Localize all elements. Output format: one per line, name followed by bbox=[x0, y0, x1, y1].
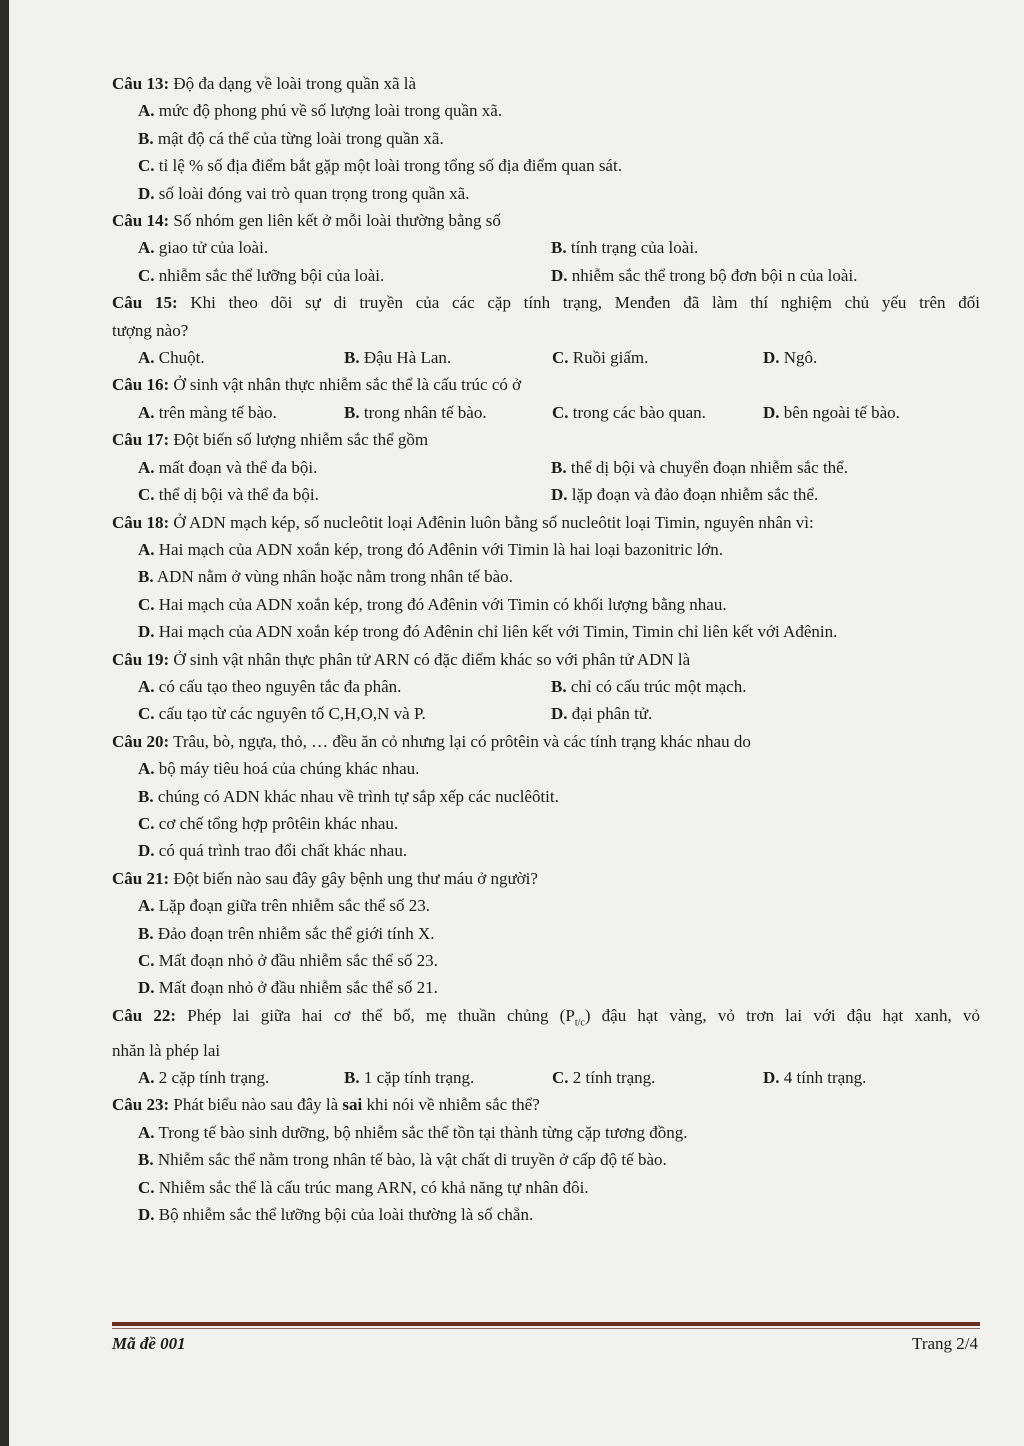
question-stem bbox=[112, 865, 980, 892]
option-letter: A. bbox=[138, 676, 155, 696]
option-letter: D. bbox=[138, 841, 155, 861]
answer-option[interactable] bbox=[763, 344, 817, 371]
option-letter: B. bbox=[344, 348, 360, 368]
question-stem bbox=[112, 728, 980, 755]
question-block bbox=[112, 207, 980, 289]
answer-option[interactable] bbox=[112, 1174, 980, 1201]
answer-option[interactable] bbox=[112, 837, 980, 864]
option-letter: C. bbox=[138, 813, 155, 833]
answer-option[interactable] bbox=[552, 399, 763, 426]
answer-option[interactable] bbox=[112, 536, 980, 563]
options-row bbox=[112, 399, 980, 426]
question-text-after: khi nói về nhiễm sắc thể? bbox=[362, 1095, 540, 1115]
option-text: Đảo đoạn trên nhiễm sắc thể giới tính X. bbox=[157, 923, 435, 943]
answer-option[interactable] bbox=[344, 344, 552, 371]
options-row bbox=[112, 700, 980, 727]
answer-option[interactable] bbox=[112, 783, 980, 810]
question-text: Khi theo dõi sự di truyền của các cặp tính trạng, Menđen đã làm thí nghiệm chủ yếu trên đối bbox=[190, 293, 981, 313]
footer-rule bbox=[112, 1322, 980, 1326]
option-text: nhiễm sắc thể trong bộ đơn bội n của loài. bbox=[571, 265, 858, 285]
answer-option[interactable] bbox=[112, 563, 980, 590]
answer-option[interactable] bbox=[551, 481, 818, 508]
option-text: thể dị bội và thể đa bội. bbox=[158, 485, 319, 505]
answer-option[interactable] bbox=[112, 947, 980, 974]
option-letter: B. bbox=[138, 923, 154, 943]
answer-option[interactable] bbox=[138, 262, 551, 289]
option-text: Chuột. bbox=[158, 348, 205, 368]
option-letter: C. bbox=[138, 265, 155, 285]
question-stem bbox=[112, 1002, 980, 1037]
answer-option[interactable] bbox=[551, 262, 857, 289]
question-block bbox=[112, 509, 980, 646]
option-letter: D. bbox=[551, 265, 568, 285]
option-text: 1 cặp tính trạng. bbox=[363, 1068, 475, 1088]
option-text: có cấu tạo theo nguyên tắc đa phân. bbox=[158, 676, 402, 696]
option-letter: D. bbox=[551, 485, 568, 505]
option-letter: D. bbox=[763, 1068, 780, 1088]
question-emphasis: sai bbox=[342, 1095, 363, 1115]
question-stem bbox=[112, 70, 980, 97]
option-letter: A. bbox=[138, 1068, 155, 1088]
exam-page bbox=[112, 70, 980, 1228]
option-letter: A. bbox=[138, 348, 155, 368]
answer-option[interactable] bbox=[551, 700, 652, 727]
option-text: Hai mạch của ADN xoắn kép, trong đó Ađênin với Timin là hai loại bazonitric lớn. bbox=[158, 539, 724, 559]
footer-rule-thin bbox=[112, 1328, 980, 1329]
option-text: mật độ cá thể của từng loài trong quần xã. bbox=[157, 128, 444, 148]
question-text: Đột biến nào sau đây gây bệnh ung thư máu ở người? bbox=[173, 868, 538, 888]
option-text: tỉ lệ % số địa điểm bắt gặp một loài trong tổng số địa điểm quan sát. bbox=[158, 156, 622, 176]
answer-option[interactable] bbox=[763, 1064, 866, 1091]
option-text: trong các bào quan. bbox=[572, 402, 706, 422]
question-label: Câu 22: bbox=[112, 1005, 177, 1025]
option-text: cơ chế tổng hợp prôtêin khác nhau. bbox=[158, 813, 399, 833]
answer-option[interactable] bbox=[138, 344, 344, 371]
question-text: Trâu, bò, ngựa, thỏ, … đều ăn cỏ nhưng lại có prôtêin và các tính trạng khác nhau do bbox=[173, 731, 751, 751]
option-letter: C. bbox=[552, 348, 569, 368]
option-text: Nhiễm sắc thể là cấu trúc mang ARN, có khả năng tự nhân đôi. bbox=[158, 1177, 589, 1197]
option-letter: D. bbox=[551, 704, 568, 724]
question-text: Phép lai giữa hai cơ thể bố, mẹ thuần chủng (P bbox=[187, 1005, 575, 1025]
options-row bbox=[112, 344, 980, 371]
option-text: bộ máy tiêu hoá của chúng khác nhau. bbox=[158, 759, 420, 779]
options-row bbox=[112, 1064, 980, 1091]
answer-option[interactable] bbox=[138, 673, 551, 700]
answer-option[interactable] bbox=[551, 234, 698, 261]
option-text: Mất đoạn nhỏ ở đầu nhiễm sắc thể số 21. bbox=[158, 978, 438, 998]
option-text: Mất đoạn nhỏ ở đầu nhiễm sắc thể số 23. bbox=[158, 951, 438, 970]
question-block bbox=[112, 371, 980, 426]
options-row bbox=[112, 234, 980, 261]
answer-option[interactable] bbox=[344, 1064, 552, 1091]
option-text: chỉ có cấu trúc một mạch. bbox=[570, 676, 747, 696]
question-block bbox=[112, 426, 980, 508]
option-text: 4 tính trạng. bbox=[783, 1068, 867, 1088]
option-text: ADN nằm ở vùng nhân hoặc nằm trong nhân tế bào. bbox=[156, 567, 513, 587]
question-block bbox=[112, 1091, 980, 1228]
answer-option[interactable] bbox=[138, 700, 551, 727]
question-label: Câu 14: bbox=[112, 211, 170, 231]
option-text: bên ngoài tế bào. bbox=[783, 402, 900, 422]
question-block bbox=[112, 70, 980, 207]
question-stem bbox=[112, 371, 980, 398]
option-text: giao tử của loài. bbox=[158, 238, 269, 258]
option-text: Trong tế bào sinh dưỡng, bộ nhiễm sắc thể tồn tại thành từng cặp tương đồng. bbox=[158, 1122, 688, 1142]
answer-option[interactable] bbox=[138, 399, 344, 426]
option-letter: C. bbox=[138, 485, 155, 505]
option-letter: C. bbox=[552, 402, 569, 422]
question-text: Đột biến số lượng nhiễm sắc thể gồm bbox=[173, 430, 429, 450]
exam-code: Mã đề 001 bbox=[112, 1334, 186, 1353]
question-text: Ở ADN mạch kép, số nucleôtit loại Ađênin luôn bằng số nucleôtit loại Timin, nguyên nhân vì: bbox=[173, 512, 814, 532]
option-text: Hai mạch của ADN xoắn kép trong đó Ađênin chỉ liên kết với Timin, Timin chỉ liên kết với Ađênin. bbox=[158, 622, 838, 642]
option-letter: B. bbox=[138, 786, 154, 806]
question-text-cont: nhăn là phép lai bbox=[112, 1040, 221, 1060]
option-text: Ruồi giấm. bbox=[572, 348, 649, 368]
option-text: có quá trình trao đổi chất khác nhau. bbox=[158, 841, 408, 861]
answer-option[interactable] bbox=[112, 1146, 980, 1173]
answer-option[interactable] bbox=[138, 1064, 344, 1091]
option-text: 2 cặp tính trạng. bbox=[158, 1068, 270, 1088]
answer-option[interactable] bbox=[112, 1119, 980, 1146]
option-text: Nhiễm sắc thể nằm trong nhân tế bào, là vật chất di truyền ở cấp độ tế bào. bbox=[157, 1150, 667, 1170]
option-letter: C. bbox=[138, 951, 155, 970]
question-text: Số nhóm gen liên kết ở mỗi loài thường bằng số bbox=[173, 211, 501, 231]
question-block bbox=[112, 1002, 980, 1092]
answer-option[interactable] bbox=[552, 1064, 763, 1091]
option-letter: A. bbox=[138, 1122, 155, 1142]
question-label: Câu 15: bbox=[112, 293, 178, 313]
option-letter: A. bbox=[138, 539, 155, 559]
option-letter: B. bbox=[551, 238, 567, 258]
option-text: Ngô. bbox=[783, 348, 818, 368]
option-letter: A. bbox=[138, 101, 155, 121]
option-letter: A. bbox=[138, 457, 155, 477]
answer-option[interactable] bbox=[112, 974, 980, 1001]
answer-option[interactable] bbox=[138, 481, 551, 508]
option-letter: B. bbox=[551, 457, 567, 477]
answer-option[interactable] bbox=[112, 810, 980, 837]
option-text: số loài đóng vai trò quan trọng trong quần xã. bbox=[158, 183, 470, 203]
option-text: Hai mạch của ADN xoắn kép, trong đó Ađênin với Timin có khối lượng bằng nhau. bbox=[158, 594, 727, 614]
option-letter: B. bbox=[138, 1150, 154, 1170]
question-label: Câu 17: bbox=[112, 430, 170, 450]
question-block bbox=[112, 646, 980, 728]
question-stem bbox=[112, 207, 980, 234]
answer-option[interactable] bbox=[344, 399, 552, 426]
option-letter: D. bbox=[763, 348, 780, 368]
answer-option[interactable] bbox=[112, 1201, 980, 1228]
question-label: Câu 16: bbox=[112, 375, 170, 395]
question-label: Câu 23: bbox=[112, 1095, 170, 1115]
option-text: 2 tính trạng. bbox=[572, 1068, 656, 1088]
answer-option[interactable] bbox=[112, 618, 980, 645]
option-letter: A. bbox=[138, 238, 155, 258]
question-label: Câu 18: bbox=[112, 512, 170, 532]
question-text-cont: tượng nào? bbox=[112, 320, 189, 340]
question-text: Độ đa dạng về loài trong quần xã là bbox=[173, 74, 417, 93]
option-text: trong nhân tế bào. bbox=[363, 402, 487, 422]
answer-option[interactable] bbox=[138, 234, 551, 261]
option-letter: A. bbox=[138, 759, 155, 779]
question-text: Ở sinh vật nhân thực nhiễm sắc thể là cấu trúc có ở bbox=[173, 375, 522, 395]
answer-option[interactable] bbox=[552, 344, 763, 371]
option-letter: D. bbox=[138, 1205, 155, 1225]
option-text: Bộ nhiễm sắc thể lưỡng bội của loài thường là số chẵn. bbox=[158, 1205, 534, 1225]
question-stem bbox=[112, 289, 980, 316]
page-edge-shadow bbox=[0, 0, 9, 1446]
question-block bbox=[112, 728, 980, 865]
option-text: trên màng tế bào. bbox=[158, 402, 277, 422]
option-text: thể dị bội và chuyển đoạn nhiễm sắc thể. bbox=[570, 457, 848, 477]
question-stem bbox=[112, 426, 980, 453]
question-label: Câu 19: bbox=[112, 649, 170, 669]
answer-option[interactable] bbox=[112, 125, 980, 152]
option-letter: A. bbox=[138, 402, 155, 422]
answer-option[interactable] bbox=[138, 454, 551, 481]
question-stem bbox=[112, 509, 980, 536]
subscript-tc: t/c bbox=[574, 1017, 585, 1029]
options-row bbox=[112, 481, 980, 508]
page-number: Trang 2/4 bbox=[912, 1334, 978, 1353]
option-letter: A. bbox=[138, 896, 155, 916]
question-text: Ở sinh vật nhân thực phân tử ARN có đặc điểm khác so với phân tử ADN là bbox=[173, 649, 691, 669]
option-letter: C. bbox=[138, 594, 155, 614]
option-letter: D. bbox=[138, 183, 155, 203]
options-row bbox=[112, 673, 980, 700]
question-label: Câu 20: bbox=[112, 731, 170, 751]
answer-option[interactable] bbox=[112, 920, 980, 947]
option-text: mất đoạn và thể đa bội. bbox=[158, 457, 318, 477]
option-text: Lặp đoạn giữa trên nhiễm sắc thể số 23. bbox=[158, 896, 431, 916]
option-text: Đậu Hà Lan. bbox=[363, 348, 452, 368]
option-letter: B. bbox=[138, 567, 154, 587]
answer-option[interactable] bbox=[112, 892, 980, 919]
option-letter: B. bbox=[138, 128, 154, 148]
option-text: tính trạng của loài. bbox=[570, 238, 699, 258]
option-text: chúng có ADN khác nhau về trình tự sắp xếp các nuclêôtit. bbox=[157, 786, 559, 806]
option-text: mức độ phong phú về số lượng loài trong quần xã. bbox=[158, 101, 503, 121]
answer-option[interactable] bbox=[112, 755, 980, 782]
question-label: Câu 13: bbox=[112, 74, 170, 93]
option-text: lặp đoạn và đảo đoạn nhiễm sắc thể. bbox=[571, 485, 819, 505]
question-stem bbox=[112, 646, 980, 673]
answer-option[interactable] bbox=[112, 591, 980, 618]
answer-option[interactable] bbox=[112, 97, 980, 124]
option-letter: C. bbox=[552, 1068, 569, 1088]
question-text-after: ) đậu hạt vàng, vỏ trơn lai với đậu hạt xanh, vỏ bbox=[584, 1005, 980, 1025]
option-letter: D. bbox=[138, 978, 155, 998]
answer-option[interactable] bbox=[763, 399, 900, 426]
option-letter: B. bbox=[344, 1068, 360, 1088]
option-letter: C. bbox=[138, 704, 155, 724]
question-block bbox=[112, 289, 980, 371]
answer-option[interactable] bbox=[551, 673, 746, 700]
answer-option[interactable] bbox=[112, 180, 980, 207]
option-letter: B. bbox=[551, 676, 567, 696]
question-stem bbox=[112, 1091, 980, 1118]
option-letter: D. bbox=[138, 622, 155, 642]
option-text: cấu tạo từ các nguyên tố C,H,O,N và P. bbox=[158, 704, 426, 724]
question-text: Phát biểu nào sau đây là bbox=[173, 1095, 343, 1115]
option-text: nhiễm sắc thể lưỡng bội của loài. bbox=[158, 265, 385, 285]
question-block bbox=[112, 865, 980, 1002]
option-letter: C. bbox=[138, 1177, 155, 1197]
answer-option[interactable] bbox=[112, 152, 980, 179]
options-row bbox=[112, 454, 980, 481]
question-label: Câu 21: bbox=[112, 868, 170, 888]
answer-option[interactable] bbox=[551, 454, 848, 481]
option-letter: B. bbox=[344, 402, 360, 422]
options-row bbox=[112, 262, 980, 289]
option-letter: D. bbox=[763, 402, 780, 422]
option-letter: C. bbox=[138, 156, 155, 176]
option-text: đại phân tử. bbox=[571, 704, 653, 724]
